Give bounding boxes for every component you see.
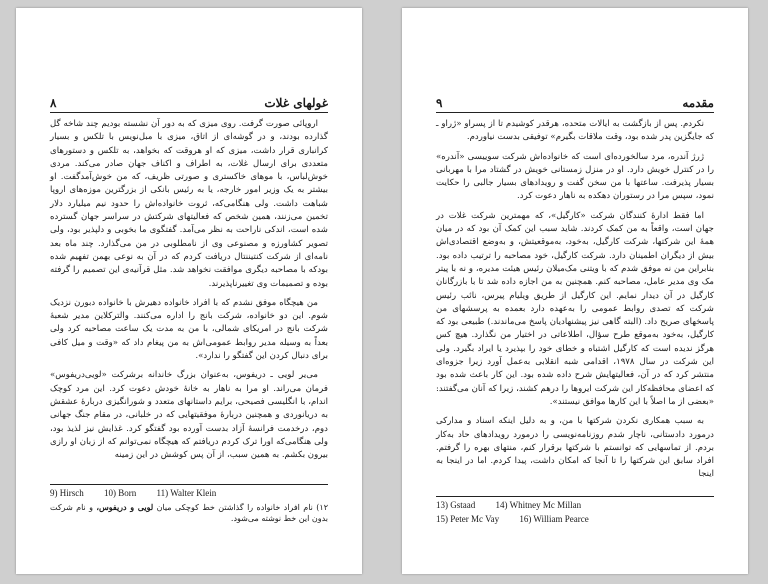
footnote-names-row-2	[436, 514, 714, 524]
page-body	[50, 118, 328, 468]
footnote-name: 13) Gstaad	[436, 500, 476, 510]
footnote-name: 14) Whitney Mc Millan	[495, 500, 582, 510]
page-number: ۸	[50, 96, 57, 110]
footnote-name: 16) William Pearce	[519, 514, 589, 524]
right-page	[402, 8, 748, 574]
footnote-names	[50, 488, 328, 498]
footnote-names-row-1	[436, 500, 714, 510]
footnote-rule	[436, 496, 714, 497]
footnote-rule	[50, 484, 328, 485]
paragraph: ژرژ آندره، مرد سالخورده‌ای است که خانواده‌اش شرکت سوییسی «آندره» را در کنترل خویش دارد. او در منزل زمستانی خویش در گشتاد مرا با مهربانی بسیار پذیرفت. ساعتها با من سخن گفت و رویدادهای بسیار جالبی را حکایت نمود، سپس مرا در رستوران دهکده به ناهار دعوت کرد.	[436, 151, 714, 202]
paragraph: نکردم. پس از بازگشت به ایالات متحده، هرقدر کوشیدم تا از پسراو «ژراو ـ که جایگزین پدر شده بود، وقت ملاقات بگیرم» توفیقی بدست نیاوردم.	[436, 119, 714, 143]
footnote-name: 9) Hirsch	[50, 488, 84, 498]
paragraph: من هیچگاه موفق نشدم که با افراد خانواده دهیرش با خانواده دبورن نزدیک شوم. این دو خانواده، شرکت بانج را اداره می‌کنند. والترکلاین مدیر شعبهٔ شرکت بانج در امریکای شمالی، با من به مدت یک ساعت مصاحبه کرد ولی بعداً به وسیله مدیر روابط عمومی‌اش به‌ من پیغام داد که «وقت و میل کافی برای دنبال کردن این گفتگو را ندارد».	[50, 297, 328, 362]
page-number: ۹	[436, 96, 443, 110]
page-header	[50, 96, 328, 113]
footnote-text	[50, 502, 328, 524]
footnote-prefix: ۱۲) نام افراد خانواده را گذاشتن خط کوچکی میان	[156, 503, 328, 512]
paragraph: به سبب همکاری نکردن شرکتها با من، و به دلیل اینکه اسناد و مدارکی درمورد دادستانی، ناچار شدم روزنامه‌نویسی را درمورد رویدادهای حاد به‌کار بردم. از تماسهایی که توانستم با شرکتها برقرار کنم، منتهای بهره را گرفتم. افراد سابق این شرکتها را تا آنجا که امکان داشت، پیدا کردم. اما در اینجا به اینجا	[436, 416, 714, 480]
footnote-suffix: و نام شرکت بدون این خط نوشته می‌شود.	[50, 503, 328, 523]
footnote-name: 11) Walter Klein	[156, 488, 217, 498]
left-page	[16, 8, 362, 574]
running-title: مقدمه	[682, 96, 714, 110]
paragraph: اما فقط ادارهٔ کنندگان شرکت «کارگیل»، که مهمترین شرکت غلات در جهان است، واقعاً به‌ من کمک کردند. شاید سبب این کمک آن بود که در میان همهٔ این شرکتها، شرکت کارگیل، به‌خود، به‌موقعیتش، و به‌وضع اقتصادی‌اش بیش از دیگران اطمینان دارد. شرکت کارگیل، خود مصاحبه را ترتیب داده بود. بنابراین من نه موفق شدم که با ویتنی مک‌میلان رئیس هیئت مدیره، و نه با پیتر مک وی مدیر عامل، مصاحبه کنم. همچنین به من اجازه داده شد تا با بازرگانان کارگیل در آن دیدار نمایم. این کارگیل از طریق ویلیام پیرس، نائب رئیس شرکت که تصدی روابط عمومی را به‌عهده دارد بعمده به پرسشهای من پاسخهای صریح داد. (البته گاهی نیز پیشنهادیان پاسخ می‌ماندند.) طبیعی بود که کارگیل، به‌خود به‌موقع طرح سؤال، اطلاعاتی در اختیار من نگذارد. هیچ کس هرگز ندیده است که کارگیل اشتباه و خطای خود را بپذیرد یا ایراد بگیرد. ولی این شرکت در سال ۱۹۷۸، اقدامی شبه انقلابی به‌عمل آورد زیرا جزوه‌ای منتشر کرد که در آن، فعالیتهایش شرح داده شده بود. این کار باعث شده بود که اعضای محافظه‌کار این شرکت ایروها را درهم کشند، زیرا که آنان می‌گفتند: «بعضی از ما اصلاً با این کارها موافق نیستند».	[436, 210, 714, 407]
footnote-name: 10) Born	[104, 488, 137, 498]
page-body	[436, 118, 714, 488]
page-header	[436, 96, 714, 113]
running-title: غولهای غلات	[264, 96, 328, 110]
footnote-name: 15) Peter Mc Vay	[436, 514, 500, 524]
paragraph: اروپائی صورت گرفت. روی میزی که به دور آن نشسته بودیم چند شاخه گل گذارده بودند، و در گوشه‌ای از اتاق، میزی با مبل‌نویس با تلکس و بسیار کرانباری قرار داشت، میزی که او هروقت که بخواهد، به تلکس و دستورهای متعددی برای ارسال غلات، به اطراف و اکناف جهان صادر می‌کند. مردی خوش‌لباس، با موهای خاکستری و صورتی ظریف، که من خوش‌آمدگفت. او بیشتر به یک وزیر امور خارجه، یا به رئیس بانکی از بزرگترین موزه‌های اروپا شباهت داشت. ولی هنگامی‌که، ثروت خانواده‌اش را حدود نیم میلیارد دلار تخمین می‌زنند، همین شخص که فعالیتهای شرکتش در سراسر جهان گسترده شده است، اندکی ناراحت به نظر می‌آمد. گفتگوی ما بخوبی و دلپذیر بود، ولی تصویر کشاورزه و مصنوعی وی از نامطلوبی در من می‌گذارد. چند ماه بعد نامه‌ای از شرکت کنتیننتال دریافت کردم که در آن به نوعی بهمن تفهیم شده بودکه با مصاحبه دیگری موافقت نخواهد شد. مثل قرآنیه‌ی این تصمیم را گرفته بوده و تصمیمات وی تغییرناپذیرند.	[50, 119, 328, 289]
footnote-bold: لویی و دریفوس،	[96, 502, 154, 512]
paragraph: می‌یر لویی ـ دریفوس، به‌عنوان بزرگ خاندانه برشرکت «لویی‌دریفوس» فرمان می‌راند. او مرا به ناهار به خانهٔ خودش دعوت کرد. این مرد کوچک اندام، با انگلیسی فصیحی، برایم داستانهای متعدد و شورانگیزی دربارهٔ عشقش به دریانوردی و همچنین دربارهٔ موفقیتهایی که در خلبانی، در مقام جنگ جهانی دوم، درخدمت فرانسهٔ آزاد بدست آورده بود گفتگو کرد. غذایش نیز لذیذ بود، ولی هنگامی‌که اورا ترک کردم دریافتم که هیچگاه نمی‌توانم که از زبان او رازی بیرون بکشم. به همین سبب، از آن پس کوشش در این زمینه	[50, 370, 328, 461]
